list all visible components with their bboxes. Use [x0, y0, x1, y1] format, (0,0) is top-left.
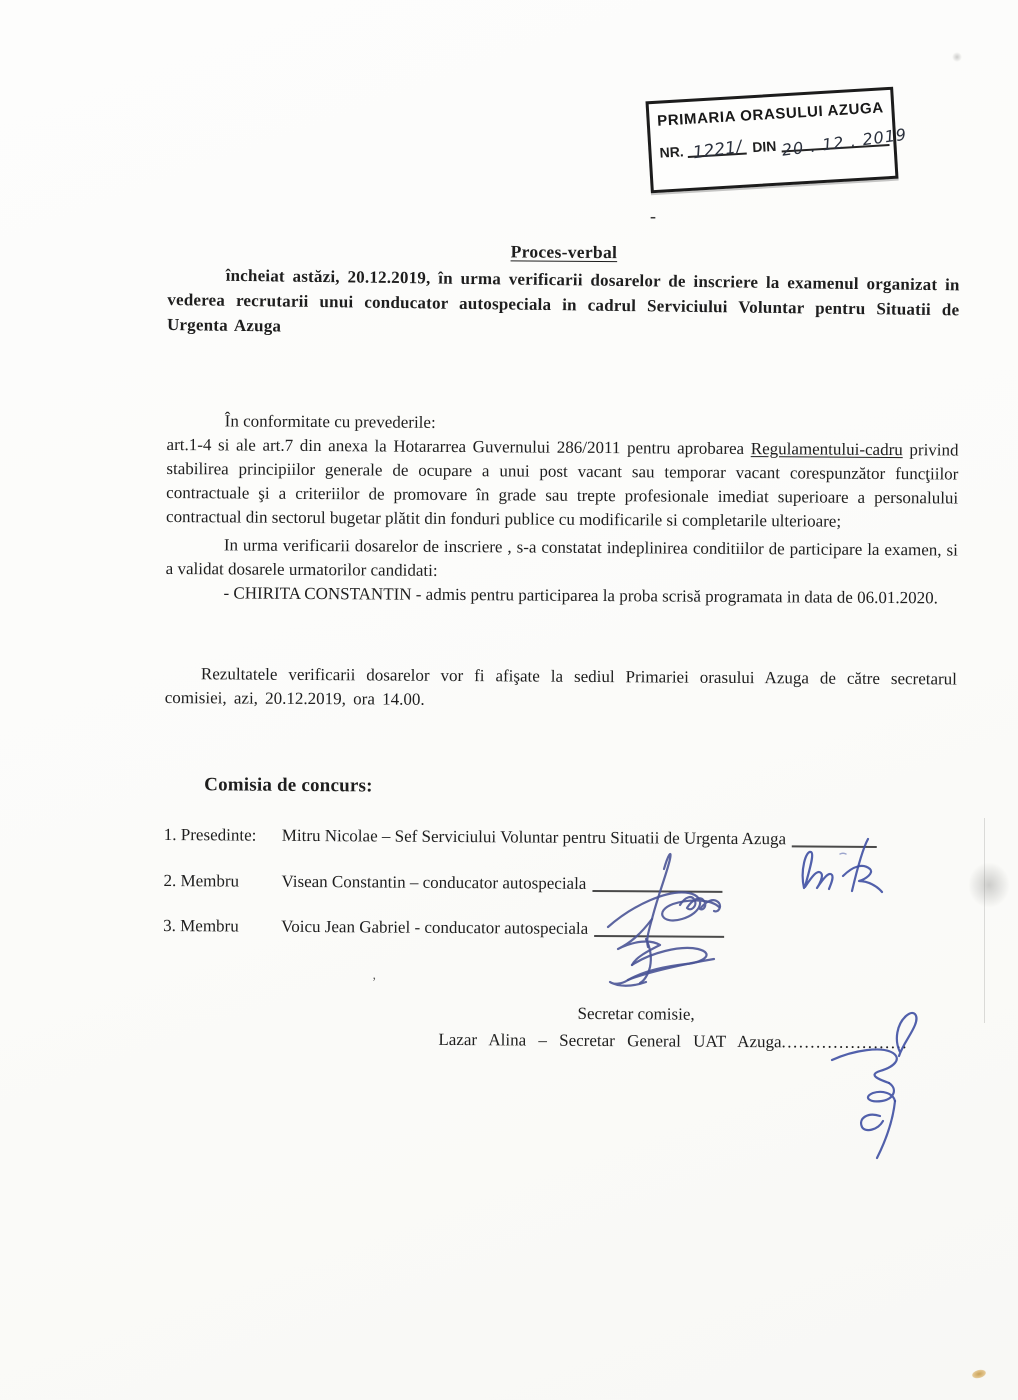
stamp-date-handwritten-value: 20 . 12 . 2019	[780, 124, 909, 160]
stray-apostrophe-mark: ’	[372, 974, 377, 989]
document-title: Proces-verbal	[510, 241, 618, 263]
legal-basis-paragraph	[166, 433, 959, 535]
results-announcement-paragraph: Rezultatele verificarii dosarelor vor fi afişate la sediul Primariei orasului Azuga de către secretarul comisiei, azi, 20.12.2019, ora 14.00.	[164, 664, 958, 709]
committee-role-member-2: 3. Membru	[163, 915, 239, 936]
signature-line-member-2	[594, 933, 724, 938]
stamp-nr-field	[687, 137, 747, 164]
candidate-result-paragraph: - CHIRITA CONSTANTIN - admis pentru participarea la proba scrisă programata in data de 06.01.2020.	[223, 583, 938, 608]
legal-underlined-reference: Regulamentului-cadru	[750, 439, 903, 460]
legal-text-after: privind stabilirea principiilor generale de ocupare a unui post vacant sau temporar vacant corespunzător funcţiilor contractuale şi a criteriilor de promovare în grade sau trepte profesionale imediat superioare a personalului contractual din sectorul bugetar plătit din fonduri publice cu modificarile si completarile ulterioare;	[165, 440, 959, 531]
scan-edge-smudge	[968, 862, 1010, 908]
scan-edge-line	[984, 818, 985, 1023]
scan-corner-mark	[952, 52, 962, 62]
stray-dash-mark: -	[650, 206, 656, 226]
stamp-organization: PRIMARIA ORASULUI AZUGA	[656, 99, 885, 130]
intro-paragraph: încheiat astăzi, 20.12.2019, în urma verificarii dosarelor de inscriere la examenul organizat in vederea recrutarii unui conducator autospeciala in cadrul Serviciului Voluntar pentru Situatii de Urgenta Azuga	[166, 265, 960, 336]
conformity-heading: În conformitate cu prevederile:	[224, 411, 436, 432]
signature-line-member-1	[592, 888, 722, 893]
stamp-din-field	[780, 124, 909, 160]
stamp-number-row	[659, 124, 909, 164]
committee-role-president: 1. Presedinte:	[163, 824, 257, 845]
committee-name-member-2: Voicu Jean Gabriel - conducator autospeciala	[281, 916, 589, 938]
stamp-din-label: DIN	[751, 137, 777, 156]
committee-row-member-2	[163, 911, 955, 947]
secretary-dotted-line: ......................	[781, 1032, 909, 1053]
stamp-nr-label: NR.	[659, 143, 685, 161]
signature-line-president	[792, 843, 877, 848]
stamp-nr-handwritten-value: 1221/	[691, 137, 743, 164]
secretary-heading: Secretar comisie,	[577, 1003, 695, 1024]
registration-stamp	[645, 87, 909, 194]
verification-paragraph: In urma verificarii dosarelor de inscriere , s-a constatat indeplinirea conditiilor de participare la examen, si a validat dosarele urmatorilor candidati:	[165, 535, 958, 580]
committee-row-member-1	[163, 866, 955, 902]
committee-heading: Comisia de concurs:	[204, 774, 373, 797]
secretary-name-line	[438, 1028, 958, 1056]
document-body	[162, 238, 960, 1056]
legal-text-before: art.1-4 si ale art.7 din anexa la Hotararrea Guvernului 286/2011 pentru aprobarea	[166, 434, 751, 459]
secretary-name: Lazar Alina – Secretar General UAT Azuga	[438, 1029, 782, 1052]
committee-role-member-1: 2. Membru	[163, 870, 240, 891]
committee-row-president	[164, 820, 956, 856]
committee-name-member-1: Visean Constantin – conducator autospeciala	[281, 871, 587, 893]
committee-name-president: Mitru Nicolae – Sef Serviciului Voluntar pentru Situatii de Urgenta Azuga	[281, 825, 787, 849]
paper-speck	[971, 1368, 987, 1379]
